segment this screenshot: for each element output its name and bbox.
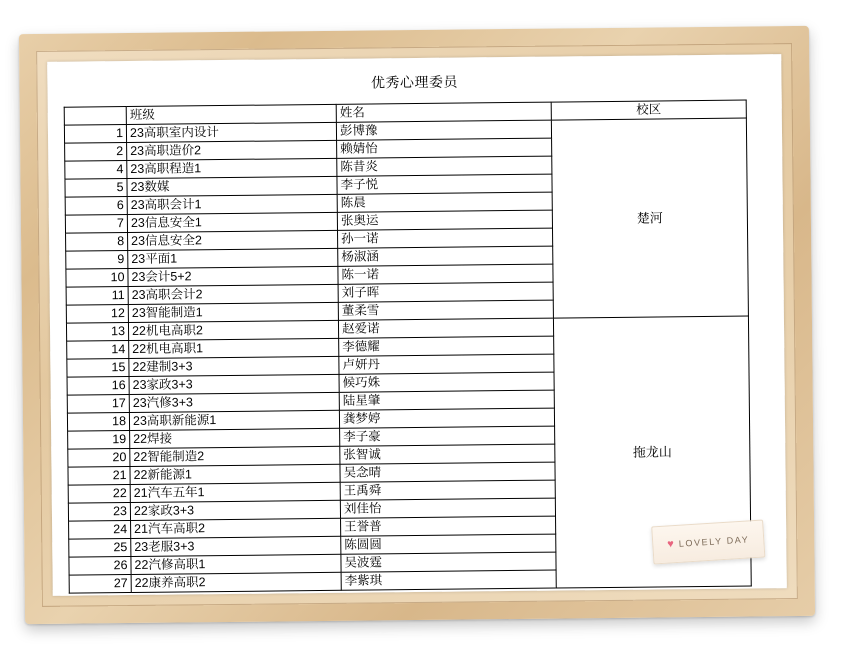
cell-index: 9: [66, 251, 128, 270]
cell-name: 李紫琪: [341, 570, 556, 590]
cell-name: 王誉普: [341, 516, 556, 536]
cell-class: 23智能制造1: [128, 302, 338, 322]
cell-class: 22机电高职2: [128, 320, 338, 340]
cell-name: 吴念晴: [340, 462, 555, 482]
cell-name: 李子豪: [340, 426, 555, 446]
cell-class: 23老服3+3: [131, 536, 341, 556]
sticky-note-text: LOVELY DAY: [678, 534, 750, 549]
cell-index: 1: [64, 125, 126, 144]
cell-class: 23汽修3+3: [129, 392, 339, 412]
header-class: 班级: [126, 104, 336, 124]
cell-name: 孙一诺: [338, 228, 553, 248]
cell-class: 22焊接: [130, 428, 340, 448]
cell-index: 7: [65, 215, 127, 234]
header-index: [64, 107, 126, 126]
cell-class: 23高职会计1: [127, 194, 337, 214]
cell-class: 22建制3+3: [129, 356, 339, 376]
cell-name: 陈一诺: [338, 264, 553, 284]
cell-name: 刘佳怡: [340, 498, 555, 518]
cell-name: 陈晨: [337, 192, 552, 212]
cell-class: 23会计5+2: [128, 266, 338, 286]
cell-class: 22汽修高职1: [131, 554, 341, 574]
cell-class: 23高职新能源1: [129, 410, 339, 430]
frame-bevel: [36, 43, 798, 607]
cell-index: 13: [66, 323, 128, 342]
cell-index: 8: [66, 233, 128, 252]
cell-index: 26: [69, 557, 131, 576]
cell-name: 龚梦婷: [339, 408, 554, 428]
cell-class: 23高职会计2: [128, 284, 338, 304]
cell-name: 杨淑涵: [338, 246, 553, 266]
cell-index: 16: [67, 377, 129, 396]
cell-index: 4: [65, 161, 127, 180]
cell-name: 张智诚: [340, 444, 555, 464]
cell-class: 23信息安全1: [127, 212, 337, 232]
cell-index: 6: [65, 197, 127, 216]
cell-class: 23家政3+3: [129, 374, 339, 394]
cell-index: 17: [67, 395, 129, 414]
cell-name: 赵爱诺: [338, 318, 553, 338]
cell-index: 12: [66, 305, 128, 324]
page-title: 优秀心理委员: [370, 73, 459, 91]
cell-index: 14: [67, 341, 129, 360]
cell-class: 22康养高职2: [131, 572, 341, 592]
cell-name: 彭博豫: [336, 120, 551, 140]
cell-name: 卢妍丹: [339, 354, 554, 374]
cell-name: 吴波霆: [341, 552, 556, 572]
heart-icon: ♥: [666, 537, 675, 551]
cell-class: 22家政3+3: [130, 500, 340, 520]
cell-index: 23: [68, 503, 130, 522]
cell-class: 23信息安全2: [128, 230, 338, 250]
cell-name: 陆星肇: [339, 390, 554, 410]
cell-name: 李德耀: [339, 336, 554, 356]
cell-class: 23高职造价2: [127, 140, 337, 160]
cell-index: 22: [68, 485, 130, 504]
cell-index: 19: [68, 431, 130, 450]
cell-index: 21: [68, 467, 130, 486]
table-body: [64, 118, 751, 593]
cell-campus: 拖龙山: [553, 316, 751, 588]
cell-class: 22智能制造2: [130, 446, 340, 466]
header-campus: 校区: [551, 100, 746, 120]
cell-index: 27: [69, 575, 131, 594]
cell-name: 李子悦: [337, 174, 552, 194]
cell-index: 25: [69, 539, 131, 558]
cell-name: 董柔雪: [338, 300, 553, 320]
cell-index: 5: [65, 179, 127, 198]
frame-inner-edge: [47, 54, 787, 596]
cell-class: 23平面1: [128, 248, 338, 268]
cell-index: 15: [67, 359, 129, 378]
cell-class: 23数媒: [127, 176, 337, 196]
cell-name: 候巧姝: [339, 372, 554, 392]
cell-class: 21汽车高职2: [131, 518, 341, 538]
cell-name: 赖婧怡: [337, 138, 552, 158]
cell-index: 2: [65, 143, 127, 162]
cell-index: 11: [66, 287, 128, 306]
cell-name: 张奥运: [337, 210, 552, 230]
cell-name: 陈圆圆: [341, 534, 556, 554]
spreadsheet-sheet: [47, 54, 787, 596]
cell-index: 10: [66, 269, 128, 288]
header-name: 姓名: [336, 102, 551, 122]
picture-frame: [19, 26, 815, 624]
data-table: [64, 100, 752, 594]
cell-index: 18: [67, 413, 129, 432]
cell-name: 王禹舜: [340, 480, 555, 500]
cell-class: 23高职程造1: [127, 158, 337, 178]
cell-name: 刘子晖: [338, 282, 553, 302]
cell-class: 22机电高职1: [129, 338, 339, 358]
cell-index: 24: [69, 521, 131, 540]
cell-class: 22新能源1: [130, 464, 340, 484]
cell-name: 陈昔炎: [337, 156, 552, 176]
cell-campus: 楚河: [551, 118, 748, 318]
cell-class: 21汽车五年1: [130, 482, 340, 502]
cell-class: 23高职室内设计: [126, 122, 336, 142]
sticky-note: [651, 519, 765, 564]
cell-index: 20: [68, 449, 130, 468]
